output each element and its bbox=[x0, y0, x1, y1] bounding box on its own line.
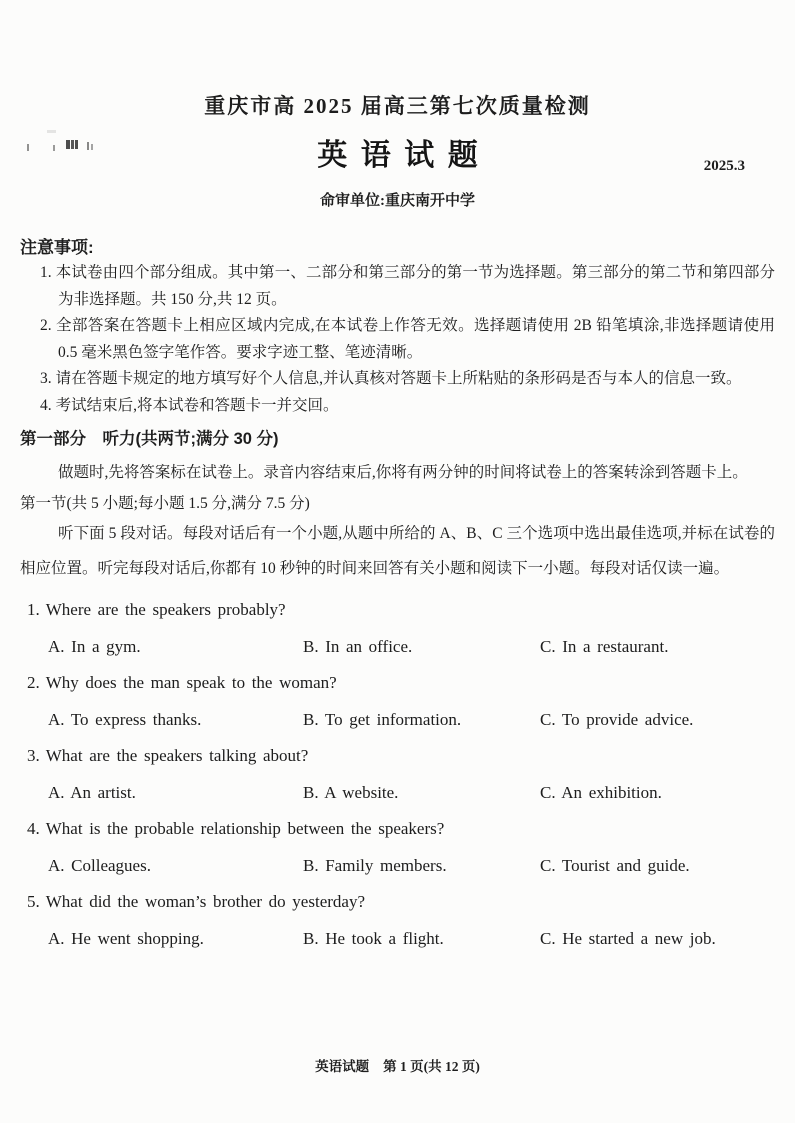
question-line bbox=[20, 665, 775, 702]
option-c: C. He started a new job. bbox=[540, 928, 716, 948]
question-2 bbox=[20, 665, 775, 738]
question-text: Where are the speakers probably? bbox=[45, 600, 286, 619]
option-b: B. A website. bbox=[303, 782, 399, 802]
question-line bbox=[20, 738, 775, 775]
question-line bbox=[20, 811, 775, 848]
page-footer bbox=[0, 1057, 795, 1077]
options-row bbox=[20, 921, 775, 958]
notice-item-number: 2. bbox=[40, 317, 52, 334]
listening-questions bbox=[20, 592, 775, 957]
options-row bbox=[20, 848, 775, 885]
scan-artifact-mark bbox=[27, 144, 29, 151]
question-text: What is the probable relationship between the speakers? bbox=[45, 819, 445, 838]
section1-instructions: 听下面 5 段对话。每段对话后有一个小题,从题中所给的 A、B、C 三个选项中选出最佳选项,并标在试卷的相应位置。听完每段对话后,你都有 10 秒钟的时间来回答有关小题和阅读下一小题。每段对话仅读一遍。 bbox=[20, 525, 775, 577]
option-b: B. In an office. bbox=[303, 636, 413, 656]
question-1 bbox=[20, 592, 775, 665]
option-c: C. To provide advice. bbox=[540, 709, 694, 729]
notice-item-number: 3. bbox=[40, 370, 52, 387]
question-number: 3. bbox=[27, 746, 40, 765]
notice-item-text: 考试结束后,将本试卷和答题卡一并交回。 bbox=[55, 396, 339, 414]
scan-artifact-smudge bbox=[47, 130, 56, 133]
scan-artifact-mark bbox=[53, 145, 55, 151]
section1-heading: 第一节(共 5 小题;每小题 1.5 分,满分 7.5 分) bbox=[20, 495, 310, 512]
options-row bbox=[20, 775, 775, 812]
footer-page-number: 第 1 页(共 12 页) bbox=[383, 1059, 480, 1074]
question-text: What are the speakers talking about? bbox=[45, 746, 309, 765]
question-5 bbox=[20, 884, 775, 957]
question-3 bbox=[20, 738, 775, 811]
scan-artifact-barcode bbox=[66, 140, 70, 149]
notice-item-4 bbox=[20, 393, 775, 420]
option-c: C. An exhibition. bbox=[540, 782, 662, 802]
question-number: 1. bbox=[27, 600, 40, 619]
option-a: A. An artist. bbox=[48, 782, 136, 802]
options-row bbox=[20, 702, 775, 739]
question-number: 2. bbox=[27, 673, 40, 692]
question-text: Why does the man speak to the woman? bbox=[45, 673, 337, 692]
option-a: A. To express thanks. bbox=[48, 709, 202, 729]
options-row bbox=[20, 629, 775, 666]
notice-item-3 bbox=[20, 366, 775, 393]
footer-subject-label: 英语试题 bbox=[315, 1059, 370, 1074]
part1-heading: 第一部分 听力(共两节;满分 30 分) bbox=[20, 430, 279, 448]
scan-artifact-mark bbox=[87, 142, 89, 150]
question-line bbox=[20, 884, 775, 921]
scan-artifact-barcode bbox=[75, 140, 78, 149]
option-a: A. He went shopping. bbox=[48, 928, 204, 948]
option-a: A. In a gym. bbox=[48, 636, 141, 656]
option-a: A. Colleagues. bbox=[48, 855, 151, 875]
scan-artifact-mark bbox=[91, 144, 93, 150]
issuer-line: 命审单位:重庆南开中学 bbox=[320, 193, 475, 209]
option-b: B. To get information. bbox=[303, 709, 462, 729]
notice-item-text: 请在答题卡规定的地方填写好个人信息,并认真核对答题卡上所粘贴的条形码是否与本人的信息一致。 bbox=[55, 370, 742, 387]
notice-item-text: 全部答案在答题卡上相应区域内完成,在本试卷上作答无效。选择题请使用 2B 铅笔填涂,非选择题请使用 0.5 毫米黑色签字笔作答。要求字迹工整、笔迹清晰。 bbox=[55, 317, 775, 361]
question-number: 4. bbox=[27, 819, 40, 838]
question-number: 5. bbox=[27, 892, 40, 911]
option-c: C. In a restaurant. bbox=[540, 636, 669, 656]
notice-item-2 bbox=[20, 313, 775, 366]
notice-item-1 bbox=[20, 260, 775, 313]
exam-date: 2025.3 bbox=[703, 158, 745, 174]
notice-item-number: 1. bbox=[40, 264, 52, 281]
part1-intro: 做题时,先将答案标在试卷上。录音内容结束后,你将有两分钟的时间将试卷上的答案转涂到答题卡上。 bbox=[58, 464, 748, 481]
notice-list bbox=[20, 260, 775, 419]
subject-title: 英语试题 bbox=[317, 139, 492, 172]
option-b: B. He took a flight. bbox=[303, 928, 444, 948]
scan-artifact-barcode bbox=[71, 140, 74, 149]
notice-item-text: 本试卷由四个部分组成。其中第一、二部分和第三部分的第一节为选择题。第三部分的第二节和第四部分为非选择题。共 150 分,共 12 页。 bbox=[55, 264, 775, 308]
option-b: B. Family members. bbox=[303, 855, 447, 875]
exam-title: 重庆市高 2025 届高三第七次质量检测 bbox=[204, 94, 591, 118]
question-text: What did the woman’s brother do yesterday? bbox=[45, 892, 365, 911]
notice-item-number: 4. bbox=[40, 396, 52, 414]
notice-heading: 注意事项: bbox=[20, 238, 94, 257]
question-4 bbox=[20, 811, 775, 884]
option-c: C. Tourist and guide. bbox=[540, 855, 690, 875]
question-line bbox=[20, 592, 775, 629]
